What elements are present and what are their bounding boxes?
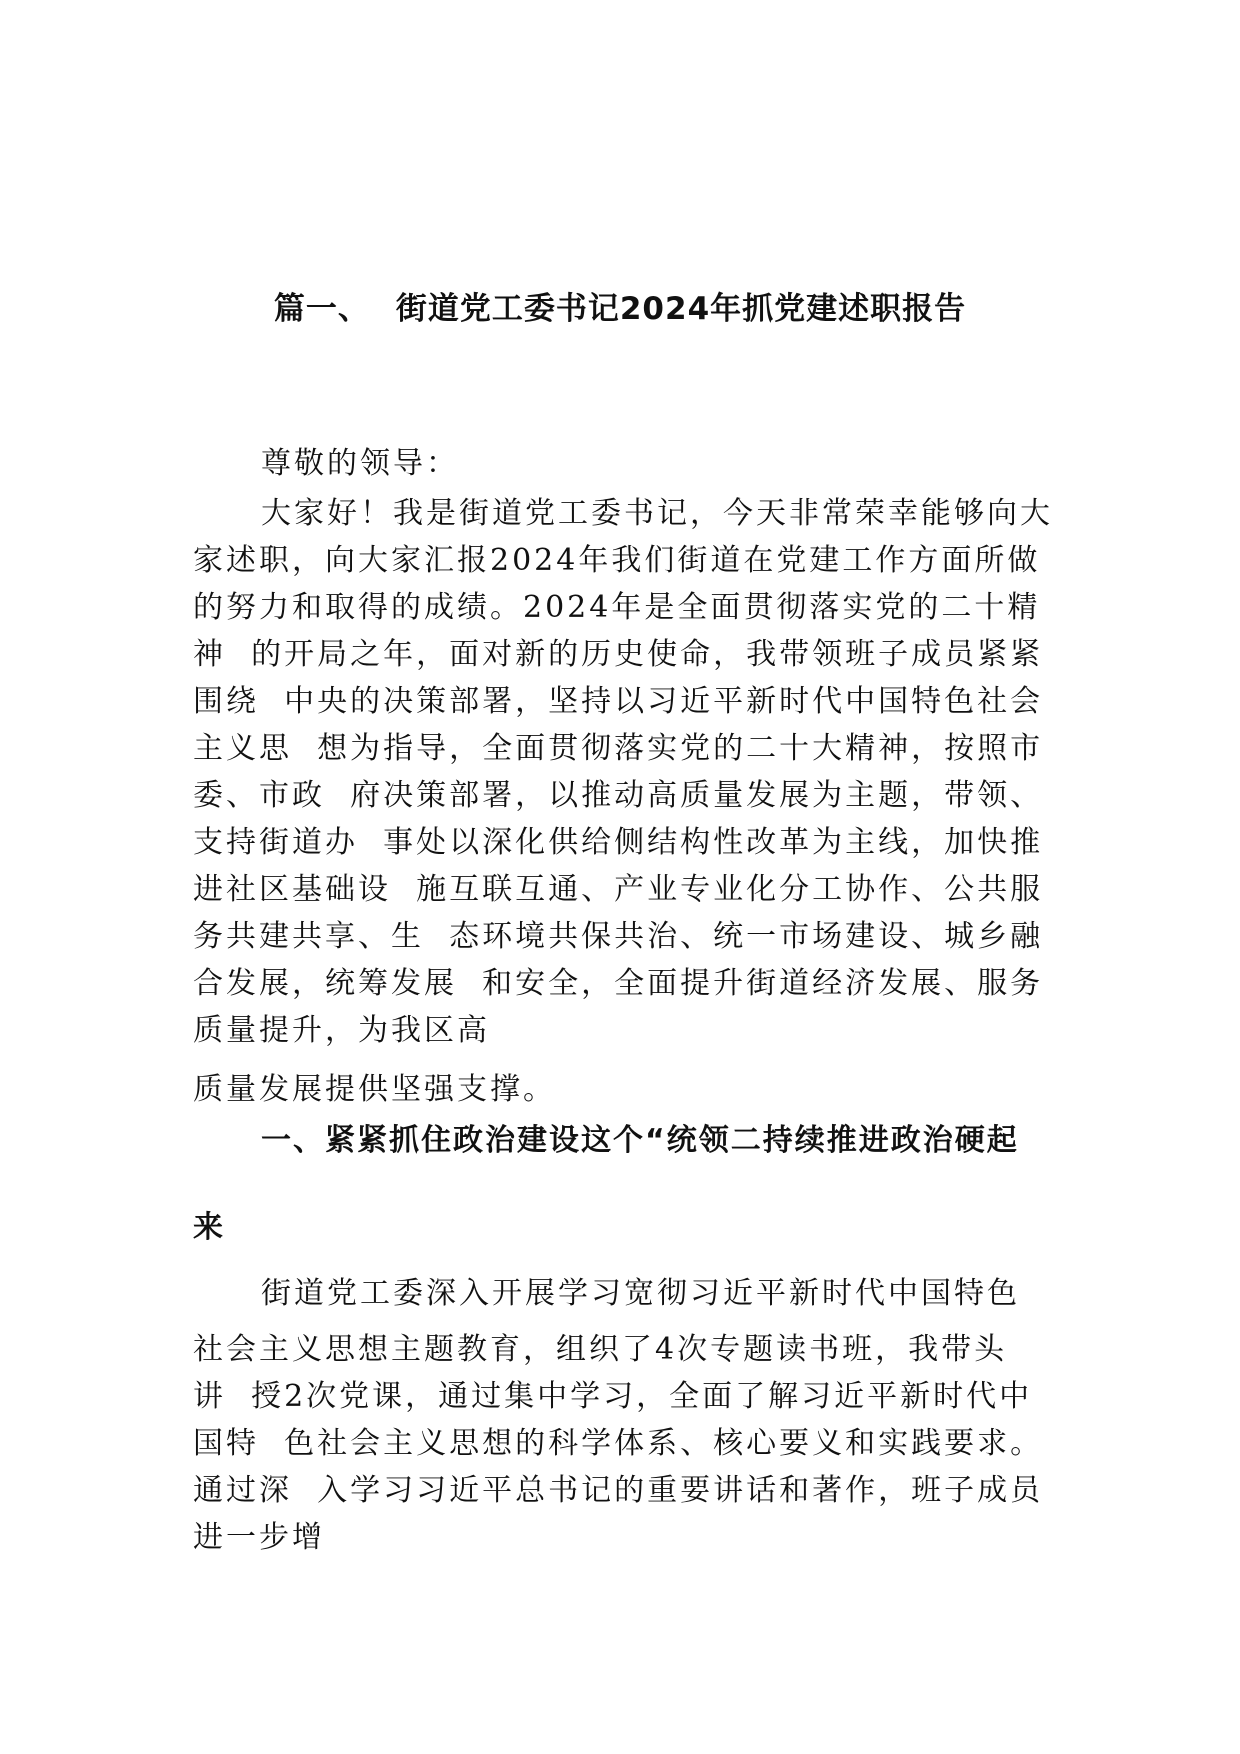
paragraph-1-line: 主义思 想为指导，全面贯彻落实党的二十大精神，按照市 [193, 731, 1044, 766]
paragraph-1-line: 的努力和取得的成绩。2024年是全面贯彻落实党的二十精 [193, 590, 1041, 625]
paragraph-1-line: 委、市政 府决策部署，以推动高质量发展为主题，带领、 [193, 778, 1044, 813]
title-text: 街道党工委书记2024年抓党建述职报告 [395, 291, 967, 327]
paragraph-1-line: 神 的开局之年，面对新的历史使命，我带领班子成员紧紧 [193, 637, 1044, 672]
paragraph-1-line: 务共建共享、生 态环境共保共治、统一市场建设、城乡融 [193, 919, 1044, 954]
paragraph-2-line: 讲 授2次党课，通过集中学习，全面了解习近平新时代中 [193, 1379, 1033, 1414]
paragraph-1-line: 合发展，统筹发展 和安全，全面提升街道经济发展、服务 [193, 966, 1044, 1001]
paragraph-1-line: 围绕 中央的决策部署，坚持以习近平新时代中国特色社会 [193, 684, 1044, 719]
paragraph-1-line: 大家好！我是街道党工委书记，今天非常荣幸能够向大 [261, 496, 1053, 531]
paragraph-2-line: 通过深 入学习习近平总书记的重要讲话和著作，班子成员 [193, 1473, 1044, 1508]
paragraph-1-tail: 质量发展提供坚强支撑。 [193, 1072, 556, 1107]
paragraph-2-line: 街道党工委深入开展学习宽彻习近平新时代中国特色 [261, 1276, 1020, 1311]
paragraph-2-line: 国特 色社会主义思想的科学体系、核心要义和实践要求。 [193, 1426, 1044, 1461]
section-1-heading-continued: 来 [193, 1210, 225, 1245]
title-number: 篇一、 [273, 291, 370, 327]
section-1-heading: 一、紧紧抓住政治建设这个“统领二持续推进政治硬起 [261, 1123, 1019, 1158]
paragraph-2-line: 社会主义思想主题教育，组织了4次专题读书班，我带头 [193, 1332, 1008, 1367]
paragraph-1-line: 质量提升，为我区高 [193, 1013, 490, 1048]
paragraph-1-line: 进社区基础设 施互联互通、产业专业化分工协作、公共服 [193, 872, 1044, 907]
document-title [0, 283, 1240, 328]
paragraph-2-line: 进一步增 [193, 1520, 325, 1555]
paragraph-1-line: 支持街道办 事处以深化供给侧结构性改革为主线，加快推 [193, 825, 1044, 860]
paragraph-1-line: 家述职，向大家汇报2024年我们街道在党建工作方面所做 [193, 543, 1041, 578]
salutation: 尊敬的领导： [261, 446, 459, 481]
